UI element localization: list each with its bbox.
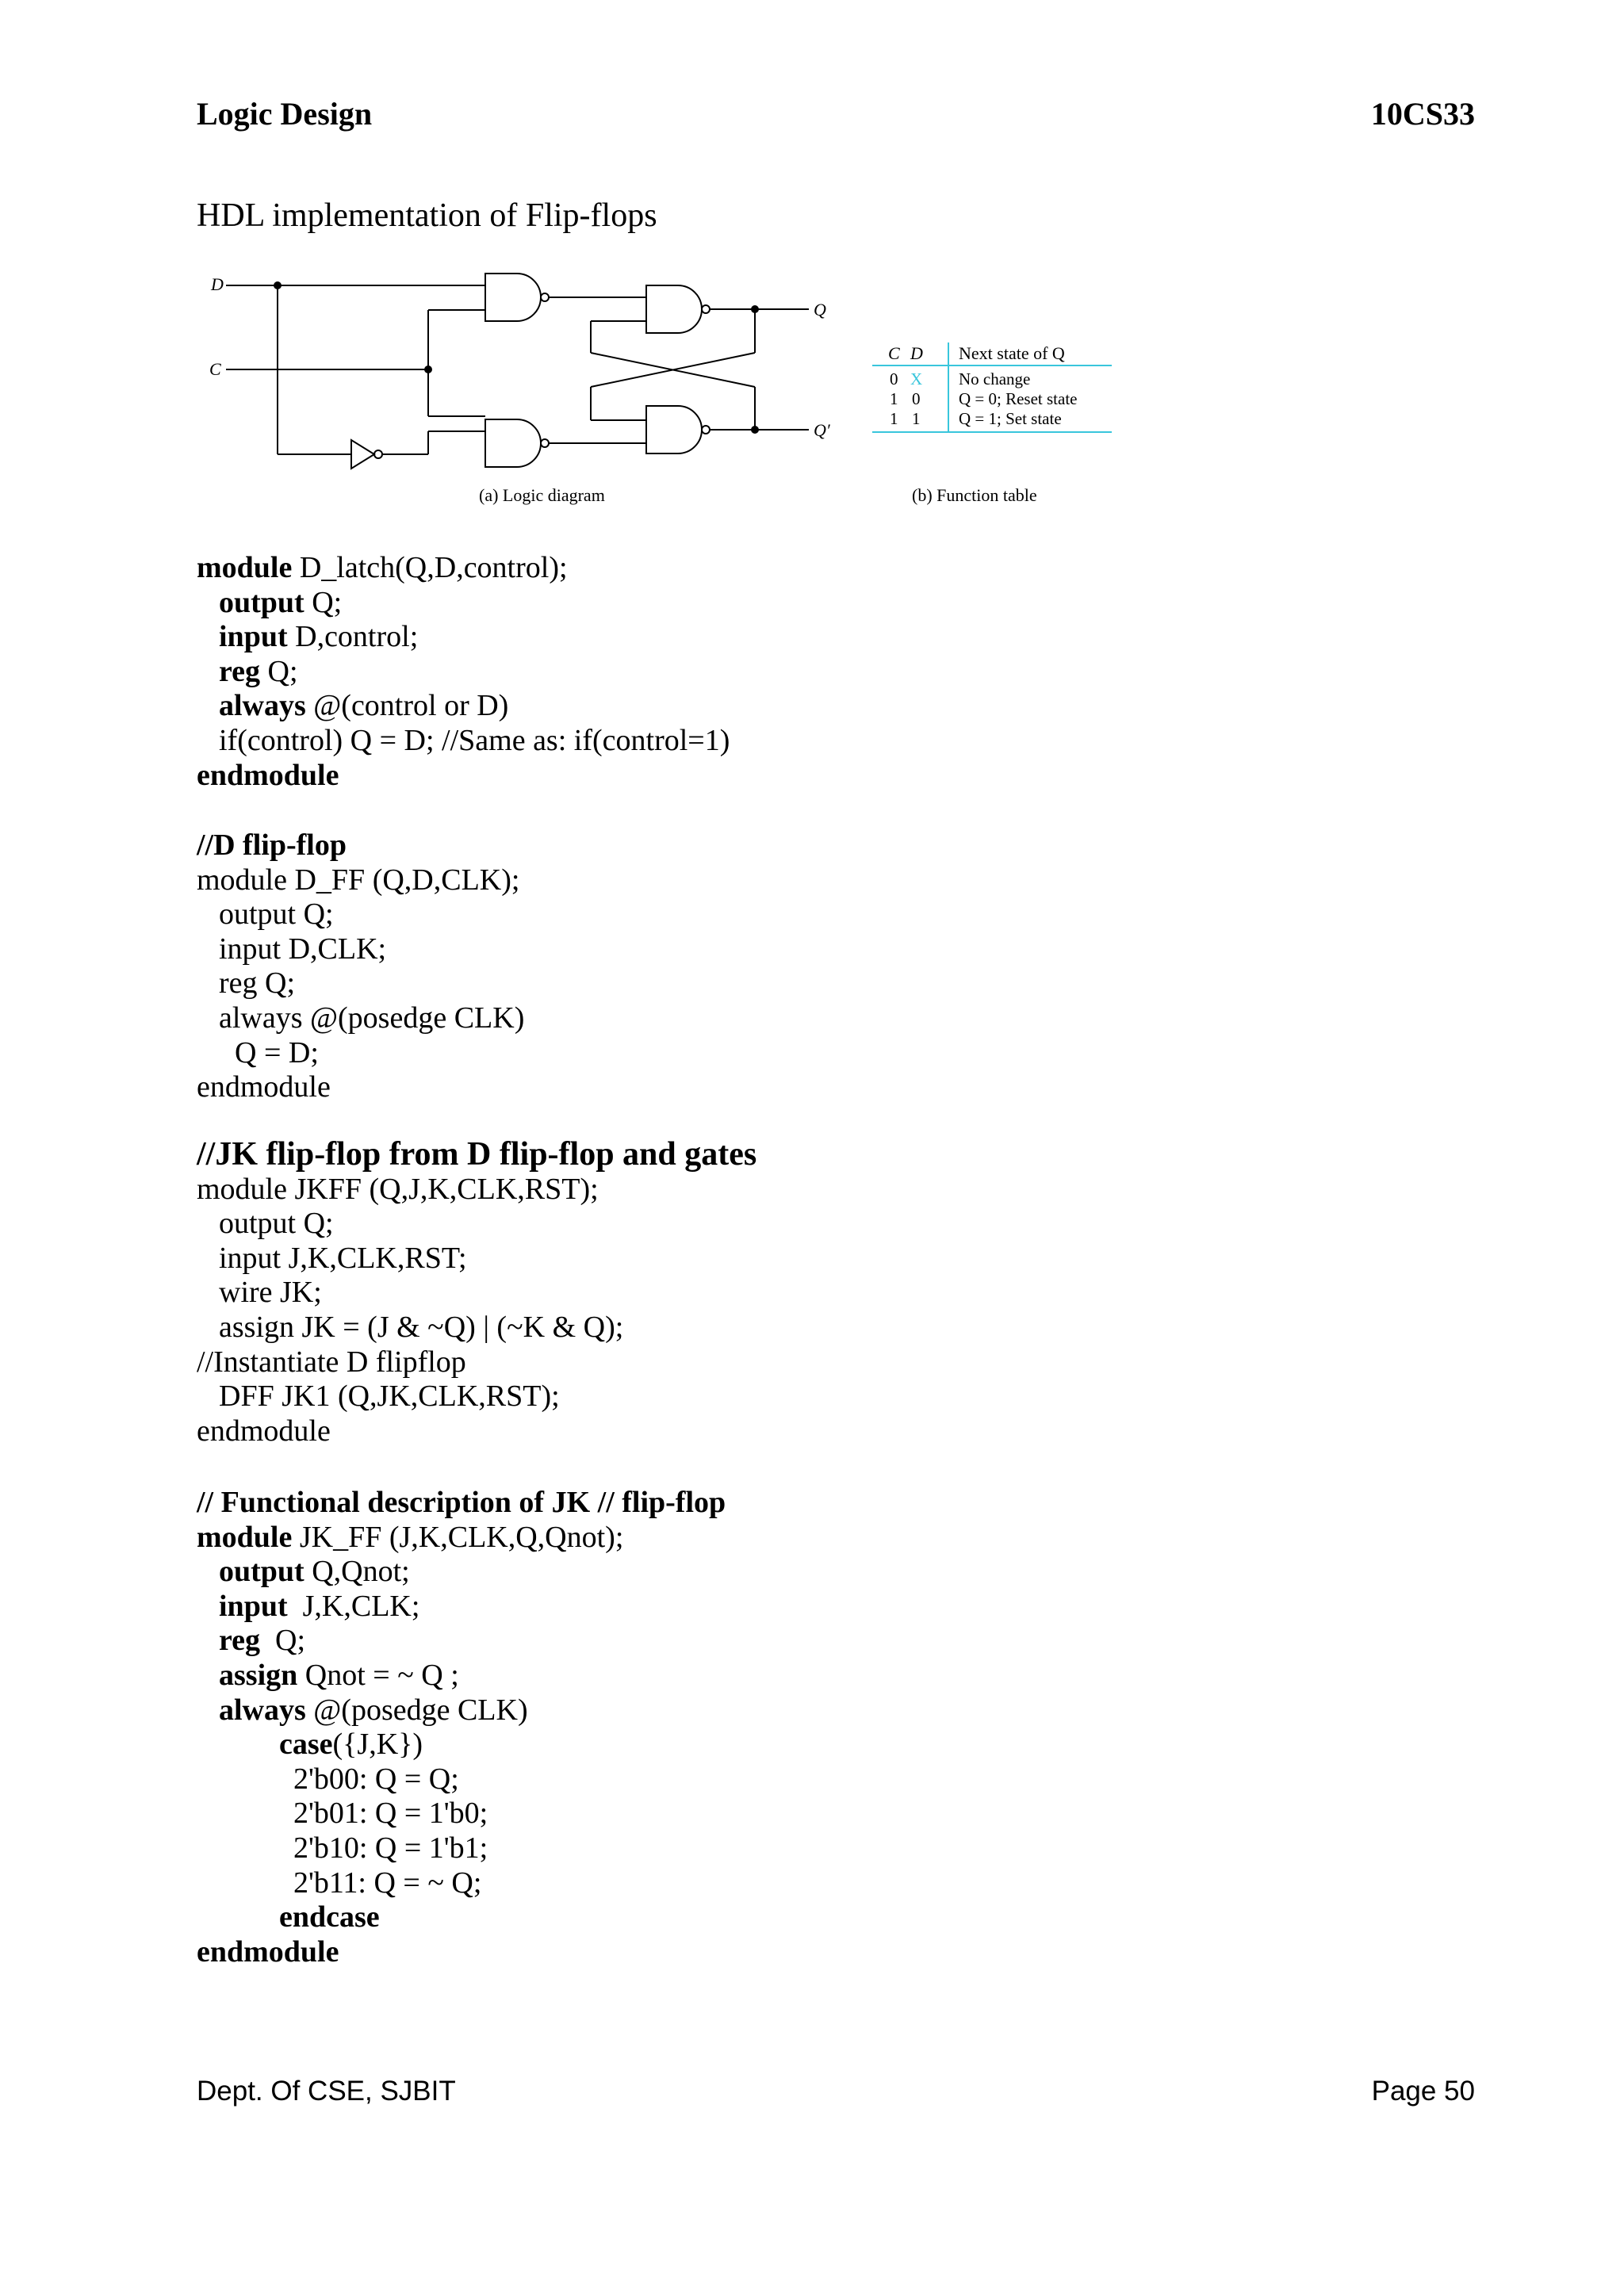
code-line: input J,K,CLK,RST; — [219, 1241, 467, 1275]
code-line: endmodule — [197, 1934, 339, 1969]
code-line: reg Q; — [219, 654, 298, 688]
code-line: module JKFF (Q,J,K,CLK,RST); — [197, 1172, 599, 1206]
nand-gate-1 — [485, 274, 541, 321]
table-row-3-d: 1 — [912, 409, 921, 428]
code-line: output Q; — [219, 585, 343, 619]
code-block-jk-functional — [197, 1486, 726, 1969]
code-line: //Instantiate D flipflop — [197, 1345, 466, 1379]
table-header-next: Next state of Q — [959, 343, 1065, 363]
caption-logic-diagram: (a) Logic diagram — [479, 485, 605, 505]
code-line: input D,CLK; — [219, 932, 387, 966]
code-line: always @(control or D) — [219, 689, 509, 723]
code-comment-title: //D flip-flop — [197, 828, 347, 862]
footer-page-number: Page 50 — [1371, 2076, 1475, 2107]
code-line: output Q; — [219, 1207, 334, 1241]
label-qbar: Q′ — [814, 420, 830, 440]
code-line: endmodule — [197, 1070, 331, 1104]
table-row-1-c: 0 — [890, 369, 898, 388]
code-line: input J,K,CLK; — [219, 1589, 420, 1623]
code-line: endcase — [279, 1900, 380, 1934]
code-line: case({J,K}) — [279, 1728, 423, 1762]
code-line: always @(posedge CLK) — [219, 1001, 525, 1035]
nand-gate-2 — [646, 285, 702, 333]
code-line: DFF JK1 (Q,JK,CLK,RST); — [219, 1380, 560, 1414]
table-row-2-next: Q = 0; Reset state — [959, 389, 1078, 408]
table-row-2-d: 0 — [912, 389, 921, 408]
code-line: assign JK = (J & ~Q) | (~K & Q); — [219, 1310, 624, 1344]
code-line: module D_latch(Q,D,control); — [197, 551, 568, 584]
table-header-d: D — [910, 343, 923, 363]
code-comment-title: // Functional description of JK // flip-flop — [197, 1486, 726, 1519]
code-block-d-flip-flop — [197, 828, 524, 1105]
code-line: reg Q; — [219, 1624, 306, 1658]
code-line: assign Qnot = ~ Q ; — [219, 1658, 459, 1692]
code-line: 2'b00: Q = Q; — [293, 1762, 459, 1796]
footer-department: Dept. Of CSE, SJBIT — [197, 2076, 456, 2107]
code-line: input D,control; — [219, 620, 419, 654]
code-line: 2'b10: Q = 1'b1; — [293, 1831, 488, 1865]
code-block-jk-from-d — [197, 1138, 756, 1448]
code-line: always @(posedge CLK) — [219, 1693, 528, 1727]
code-line: Q = D; — [235, 1035, 319, 1070]
code-line: module D_FF (Q,D,CLK); — [197, 863, 520, 897]
caption-function-table: (b) Function table — [912, 485, 1037, 505]
code-block-d-latch — [197, 551, 730, 793]
nand-gate-3 — [485, 419, 541, 467]
header-title: Logic Design — [197, 96, 373, 132]
code-line: 2'b11: Q = ~ Q; — [293, 1866, 482, 1900]
code-line: output Q; — [219, 897, 334, 932]
nand-gate-4 — [646, 406, 702, 453]
table-header-c: C — [888, 343, 900, 363]
table-row-2-c: 1 — [890, 389, 898, 408]
code-line: reg Q; — [219, 966, 296, 1001]
label-c: C — [209, 359, 221, 379]
table-row-3-c: 1 — [890, 409, 898, 428]
code-line: endmodule — [197, 1414, 331, 1448]
table-row-1-d: X — [910, 369, 923, 388]
inverter-gate — [351, 440, 374, 469]
code-line: if(control) Q = D; //Same as: if(control=1) — [219, 723, 730, 757]
label-d: D — [211, 274, 224, 294]
code-line: module JK_FF (J,K,CLK,Q,Qnot); — [197, 1520, 624, 1554]
code-line: wire JK; — [219, 1276, 322, 1310]
code-line: 2'b01: Q = 1'b0; — [293, 1797, 488, 1831]
code-line: output Q,Qnot; — [219, 1555, 410, 1589]
label-q: Q — [814, 300, 826, 320]
code-comment-title: //JK flip-flop from D flip-flop and gates — [197, 1136, 757, 1173]
d-latch-figure — [197, 262, 1148, 515]
table-row-3-next: Q = 1; Set state — [959, 409, 1062, 428]
code-line: endmodule — [197, 758, 339, 792]
section-title: HDL implementation of Flip-flops — [197, 197, 657, 234]
table-row-1-next: No change — [959, 369, 1031, 388]
header-course-code: 10CS33 — [1370, 96, 1475, 132]
